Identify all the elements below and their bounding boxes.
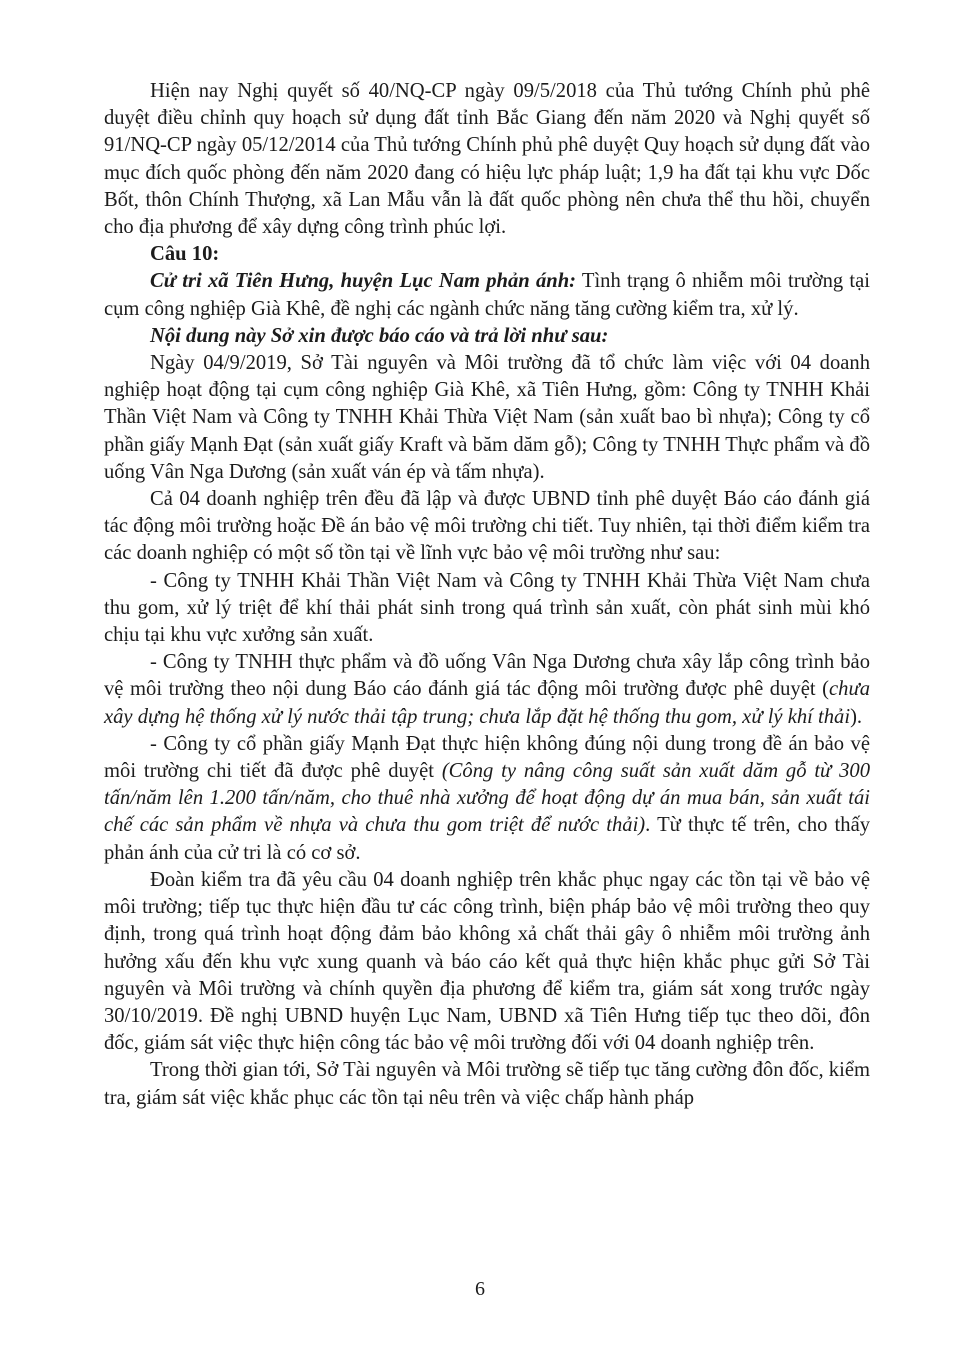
response-intro: Nội dung này Sở xin được báo cáo và trả lời như sau: [150, 324, 609, 347]
paragraph-land-resolution: Hiện nay Nghị quyết số 40/NQ-CP ngày 09/5/2018 của Thủ tướng Chính phủ phê duyệt điều chỉnh quy hoạch sử dụng đất tỉnh Bắc Giang đến năm 2020 và Nghị quyết số 91/NQ-CP ngày 05/12/2014 của Thủ tướng Chính phủ phê duyệt Quy hoạch sử dụng đất vào mục đích quốc phòng đến năm 2020 đang có hiệu lực pháp luật; 1,9 ha đất tại khu vực Dốc Bốt, thôn Chính Thượng, xã Lan Mẫu vẫn là đất quốc phòng nên chưa thể thu hồi, chuyển cho địa phương để xây dựng công trình phúc lợi. [104, 80, 870, 239]
paragraph-next-steps: Trong thời gian tới, Sở Tài nguyên và Môi trường sẽ tiếp tục tăng cường đôn đốc, kiểm tra, giám sát việc khắc phục các tồn tại nêu trên và việc chấp hành pháp [104, 1059, 870, 1109]
page-number: 6 [475, 1278, 485, 1300]
finding-manh-dat [104, 731, 870, 867]
document-body [104, 78, 870, 1112]
paragraph-inspection: Ngày 04/9/2019, Sở Tài nguyên và Môi trường đã tổ chức làm việc với 04 doanh nghiệp hoạt động tại cụm công nghiệp Già Khê, xã Tiên Hưng, gồm: Công ty TNHH Khải Thần Việt Nam và Công ty TNHH Khải Thừa Việt Nam (sản xuất bao bì nhựa); Công ty cổ phần giấy Mạnh Đạt (sản xuất giấy Kraft và băm dăm gỗ); Công ty TNHH Thực phẩm và đồ uống Vân Nga Dương (sản xuất ván ép và tấm nhựa). [104, 352, 870, 483]
finding-van-nga-duong-end: ). [850, 705, 863, 728]
voter-petition-text: Tình trạng ô nhiễm môi trường tại cụm công nghiệp Già Khê, đề nghị các ngành chức năng tăng cường kiểm tra, xử lý. [104, 270, 870, 320]
paragraph-findings: Cả 04 doanh nghiệp trên đều đã lập và được UBND tỉnh phê duyệt Báo cáo đánh giá tác động môi trường hoặc Đề án bảo vệ môi trường chi tiết. Tuy nhiên, tại thời điểm kiểm tra các doanh nghiệp có một số tồn tại về lĩnh vực bảo vệ môi trường như sau: [104, 488, 870, 565]
finding-van-nga-duong-detail: chưa xây dựng hệ thống xử lý nước thải tập trung; chưa lắp đặt hệ thống thu gom, xử lý khí thải [104, 678, 870, 728]
finding-manh-dat-end: . Từ thực tế trên, cho thấy phản ánh của cử tri là có cơ sở. [104, 814, 871, 864]
finding-van-nga-duong [104, 649, 870, 731]
finding-van-nga-duong-text: - Công ty TNHH thực phẩm và đồ uống Vân Nga Dương chưa xây lắp công trình bảo vệ môi trường theo nội dung Báo cáo đánh giá tác động môi trường được phê duyệt ( [104, 651, 870, 701]
voter-petition-lead: Cử tri xã Tiên Hưng, huyện Lục Nam phản ánh: [150, 270, 577, 293]
finding-khai-than: - Công ty TNHH Khải Thần Việt Nam và Công ty TNHH Khải Thừa Việt Nam chưa thu gom, xử lý triệt để khí thải phát sinh trong quá trình sản xuất, còn phát sinh mùi khó chịu tại khu vực xưởng sản xuất. [104, 569, 870, 647]
voter-petition [104, 268, 870, 322]
finding-manh-dat-detail: (Công ty nâng công suất sản xuất dăm gỗ từ 300 tấn/năm lên 1.200 tấn/năm, cho thuê nhà xưởng để hoạt động dự án mua bán, sản xuất tái chế các sản phẩm về nhựa và chưa thu gom triệt để nước thải) [104, 760, 870, 837]
question-heading: Câu 10: [150, 243, 220, 266]
finding-manh-dat-text: - Công ty cổ phần giấy Mạnh Đạt thực hiện không đúng nội dung trong đề án bảo vệ môi trường chi tiết đã được phê duyệt [104, 732, 870, 783]
paragraph-requirements: Đoàn kiểm tra đã yêu cầu 04 doanh nghiệp trên khắc phục ngay các tồn tại về bảo vệ môi trường; tiếp tục thực hiện đầu tư các công trình, biện pháp bảo vệ môi trường theo quy định, trong quá trình hoạt động đảm bảo không xả chất thải gây ô nhiễm môi trường ảnh hưởng xấu đến khu vực xung quanh và báo cáo kết quả thực hiện khắc phục gửi Sở Tài nguyên và Môi trường và chính quyền địa phương để kiểm tra, giám sát xong trước ngày 30/10/2019. Đề nghị UBND huyện Lục Nam, UBND xã Tiên Hưng tiếp tục theo dõi, đôn đốc, giám sát việc thực hiện công tác bảo vệ môi trường đối với 04 doanh nghiệp trên. [104, 868, 870, 1055]
